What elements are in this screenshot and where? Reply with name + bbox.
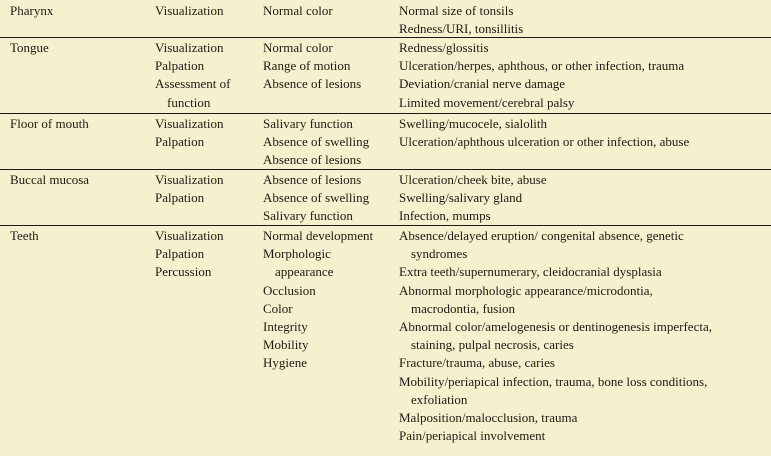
abnormal-cell [399, 38, 771, 113]
normal-cell [263, 1, 399, 38]
structure-name: Pharynx [10, 3, 54, 18]
abnormal-item: Mobility/periapical infection, trauma, bone loss conditions, [399, 373, 708, 389]
structure-cell [10, 1, 155, 38]
normal-item: Range of motion [263, 58, 351, 74]
normal-item: Normal development [263, 228, 374, 243]
abnormal-item: Malposition/malocclusion, trauma [399, 410, 578, 426]
method-item: Visualization [155, 3, 224, 18]
normal-item: Morphologic [263, 246, 331, 262]
normal-item: Occlusion [263, 282, 316, 298]
method-cell [155, 114, 263, 170]
abnormal-item: Redness/URI, tonsillitis [399, 21, 524, 37]
abnormal-item: Extra teeth/supernumerary, cleidocranial dysplasia [399, 264, 662, 280]
abnormal-item: Infection, mumps [399, 208, 491, 224]
abnormal-item: Ulceration/aphthous ulceration or other infection, abuse [399, 134, 690, 150]
normal-item: Color [263, 300, 293, 316]
method-item: Percussion [155, 264, 212, 280]
abnormal-item: Pain/periapical involvement [399, 428, 546, 444]
abnormal-item: Ulceration/cheek bite, abuse [399, 172, 547, 187]
table-row [0, 170, 771, 226]
structure-cell [10, 38, 155, 113]
method-item: function [167, 94, 211, 110]
abnormal-item: Normal size of tonsils [399, 3, 514, 18]
normal-cell [263, 114, 399, 170]
abnormal-item: Swelling/salivary gland [399, 190, 523, 206]
abnormal-item: syndromes [411, 246, 468, 262]
abnormal-item: macrodontia, fusion [411, 300, 515, 316]
normal-item: Absence of lesions [263, 152, 362, 168]
method-item: Visualization [155, 172, 224, 187]
abnormal-cell [399, 170, 771, 226]
abnormal-cell [399, 1, 771, 38]
abnormal-item: Swelling/mucocele, sialolith [399, 116, 548, 131]
method-item: Palpation [155, 190, 205, 206]
structure-name: Floor of mouth [10, 116, 89, 131]
table-row [0, 226, 771, 445]
abnormal-item: Absence/delayed eruption/ congenital absence, genetic [399, 228, 684, 243]
method-item: Visualization [155, 116, 224, 131]
normal-item: Integrity [263, 319, 308, 335]
normal-item: Salivary function [263, 116, 353, 131]
normal-item: appearance [275, 264, 334, 280]
table-row [0, 38, 771, 114]
normal-cell [263, 38, 399, 113]
normal-item: Absence of lesions [263, 76, 362, 92]
method-cell [155, 226, 263, 445]
structure-name: Buccal mucosa [10, 172, 90, 187]
abnormal-item: Ulceration/herpes, aphthous, or other infection, trauma [399, 58, 685, 74]
normal-item: Salivary function [263, 208, 353, 224]
method-cell [155, 38, 263, 113]
normal-cell [263, 170, 399, 226]
abnormal-item: exfoliation [411, 391, 468, 407]
abnormal-item: staining, pulpal necrosis, caries [411, 337, 574, 353]
structure-cell [10, 170, 155, 226]
abnormal-item: Abnormal color/amelogenesis or dentinogenesis imperfecta, [399, 319, 712, 335]
normal-item: Absence of swelling [263, 134, 370, 150]
structure-cell [10, 114, 155, 170]
table-row [0, 114, 771, 170]
method-item: Palpation [155, 58, 205, 74]
method-item: Visualization [155, 228, 224, 243]
abnormal-item: Abnormal morphologic appearance/microdontia, [399, 282, 653, 298]
table-row [0, 0, 771, 38]
normal-item: Normal color [263, 40, 333, 55]
method-item: Visualization [155, 40, 224, 55]
normal-item: Absence of swelling [263, 190, 370, 206]
normal-cell [263, 226, 399, 445]
method-cell [155, 170, 263, 226]
abnormal-item: Limited movement/cerebral palsy [399, 94, 575, 110]
abnormal-item: Deviation/cranial nerve damage [399, 76, 566, 92]
structure-name: Teeth [10, 228, 39, 243]
method-item: Palpation [155, 246, 205, 262]
structure-name: Tongue [10, 40, 49, 55]
method-item: Palpation [155, 134, 205, 150]
method-cell [155, 1, 263, 38]
abnormal-item: Fracture/trauma, abuse, caries [399, 355, 555, 371]
abnormal-item: Redness/glossitis [399, 40, 489, 55]
method-item: Assessment of [155, 76, 231, 92]
structure-cell [10, 226, 155, 445]
normal-item: Absence of lesions [263, 172, 362, 187]
normal-item: Mobility [263, 337, 309, 353]
normal-item: Normal color [263, 3, 333, 18]
normal-item: Hygiene [263, 355, 308, 371]
abnormal-cell [399, 226, 771, 445]
abnormal-cell [399, 114, 771, 170]
